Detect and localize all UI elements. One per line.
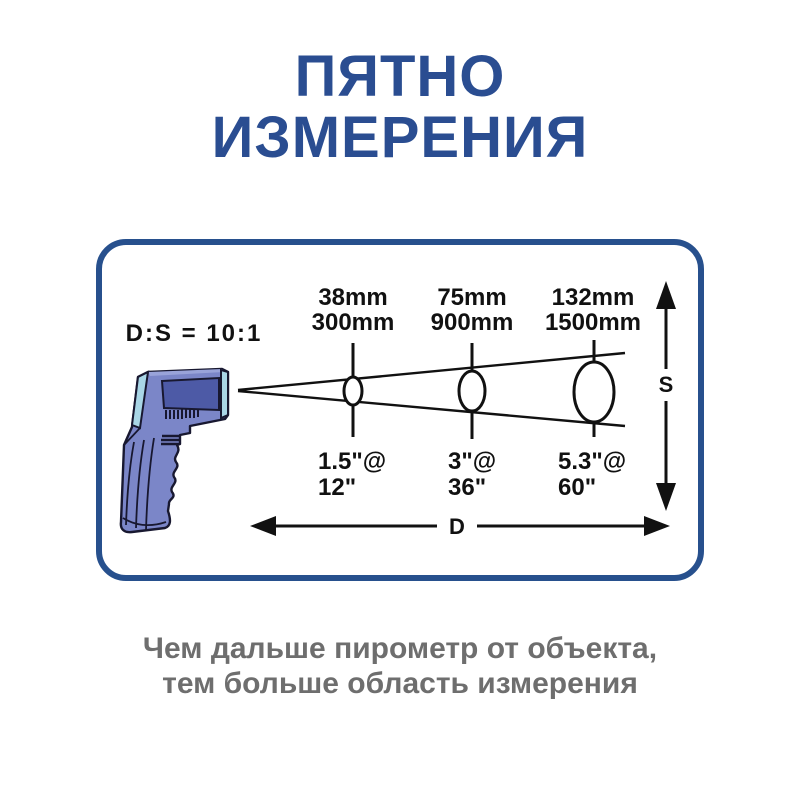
spot-1-ellipse	[344, 377, 362, 405]
spot-1-distance-in: 12"	[318, 474, 357, 501]
gun-grip-ribs	[166, 409, 198, 419]
spot-2-ellipse	[459, 371, 485, 411]
spot-3-ellipse	[574, 362, 614, 422]
gun-display-panel	[162, 378, 219, 410]
title-line-1: ПЯТНО	[294, 44, 506, 109]
s-axis-label: S	[658, 372, 674, 397]
spot-2-distance-in: 36"	[448, 474, 487, 501]
gun-muzzle-accent	[221, 370, 228, 418]
spot-2-distance-mm: 900mm	[430, 309, 514, 336]
title-line-2: ИЗМЕРЕНИЯ	[211, 105, 589, 171]
ratio-label: D:S = 10:1	[125, 320, 263, 347]
spot-2-size-in: 3"@	[448, 448, 497, 475]
spot-3-size-in: 5.3"@	[558, 448, 627, 475]
spot-3-distance-in: 60"	[558, 474, 597, 501]
spot-metric-labels	[312, 284, 641, 336]
caption-line-1: Чем дальше пирометр от объекта,	[142, 632, 658, 665]
caption-line-2: тем больше область измерения	[162, 666, 638, 700]
spot-3-size-mm: 132mm	[551, 284, 635, 311]
spot-1-size-mm: 38mm	[318, 284, 388, 311]
measurement-spot-diagram	[96, 239, 704, 581]
spot-1-distance-mm: 300mm	[311, 309, 395, 336]
spot-1-size-in: 1.5"@	[318, 448, 387, 475]
spot-3-distance-mm: 1500mm	[544, 309, 642, 336]
caption	[0, 632, 800, 702]
page-title	[0, 46, 800, 169]
d-axis-label: D	[449, 514, 465, 539]
spot-2-size-mm: 75mm	[437, 284, 507, 311]
